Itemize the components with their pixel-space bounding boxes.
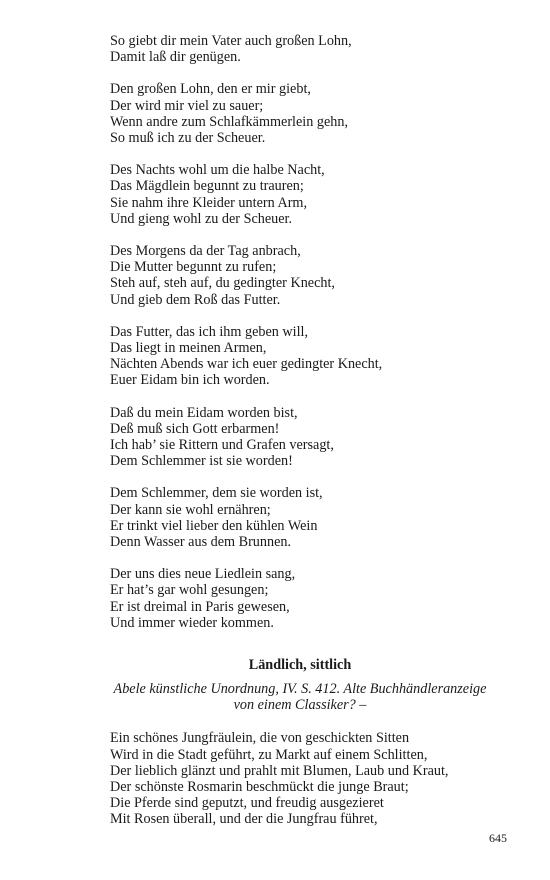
section-title: Ländlich, sittlich [248,657,352,673]
verse-line: Wenn andre zum Schlafkämmerlein gehn, [110,113,348,130]
verse-line: Und immer wieder kommen. [110,614,274,631]
verse-line: Steh auf, steh auf, du gedingter Knecht, [110,275,335,292]
verse-line: Damit laß dir genügen. [110,49,241,66]
stanza [110,405,510,470]
verse-line: Der uns dies neue Liedlein sang, [110,566,296,583]
verse-line: Nächten Abends war ich euer gedingter Knecht, [110,356,383,373]
verse-line: Dem Schlemmer ist sie worden! [110,453,293,470]
verse-line: So giebt dir mein Vater auch großen Lohn, [110,33,352,49]
verse-line: Das Futter, das ich ihm geben will, [110,323,309,340]
note-line: Abele künstliche Unordnung, IV. S. 412. Alte Buchhändleranzeige [113,681,487,697]
verse-line: Der schönste Rosmarin beschmückt die junge Braut; [110,779,409,796]
verse-line: Denn Wasser aus dem Brunnen. [110,534,292,551]
verse-line: Daß du mein Eidam worden bist, [110,404,298,421]
verse-line: Der kann sie wohl ernähren; [110,501,271,518]
stanza [110,485,510,550]
stanza [110,81,510,146]
section-source-note [90,681,510,713]
page-number: 645 [489,831,507,845]
verse-line: Die Mutter begunnt zu rufen; [110,259,277,276]
verse-line: Das liegt in meinen Armen, [110,340,267,357]
verse-line: Mit Rosen überall, und der die Jungfrau führet, [110,811,378,828]
verse-line: Dem Schlemmer, dem sie worden ist, [110,485,323,502]
poem-verses [110,33,510,647]
verse-line: Der wird mir viel zu sauer; [110,97,264,114]
verse-line: Er trinkt viel lieber den kühlen Wein [110,517,318,534]
verse-line: Er ist dreimal in Paris gewesen, [110,598,290,615]
verse-line: Deß muß sich Gott erbarmen! [110,420,280,437]
verse-line: Euer Eidam bin ich worden. [110,372,270,389]
verse-line: Wird in die Stadt geführt, zu Markt auf einem Schlitten, [110,746,428,763]
stanza [110,33,510,65]
verse-line: Und gieng wohl zu der Scheuer. [110,210,293,227]
stanza [110,243,510,308]
verse-line: Den großen Lohn, den er mir giebt, [110,81,311,98]
note-line: von einem Classiker? – [233,697,367,714]
stanza [110,324,510,389]
verse-line: Ich hab’ sie Rittern und Grafen versagt, [110,437,334,454]
poem-section [90,656,510,828]
verse-line: Des Nachts wohl um die halbe Nacht, [110,162,325,179]
verse-line: Er hat’s gar wohl gesungen; [110,582,269,599]
verse-line: Ein schönes Jungfräulein, die von geschickten Sitten [110,730,410,747]
stanza [110,566,510,631]
verse-line: Das Mägdlein begunnt zu trauren; [110,178,304,195]
verse-line: Der lieblich glänzt und prahlt mit Blumen, Laub und Kraut, [110,762,449,779]
verse-line: Die Pferde sind geputzt, und freudig ausgezieret [110,795,384,812]
verse-line: So muß ich zu der Scheuer. [110,130,266,147]
verse-line: Und gieb dem Roß das Futter. [110,291,281,308]
verse-line: Sie nahm ihre Kleider untern Arm, [110,194,307,211]
verse-line: Des Morgens da der Tag anbrach, [110,243,301,260]
stanza [110,162,510,227]
section-verses [110,730,510,827]
